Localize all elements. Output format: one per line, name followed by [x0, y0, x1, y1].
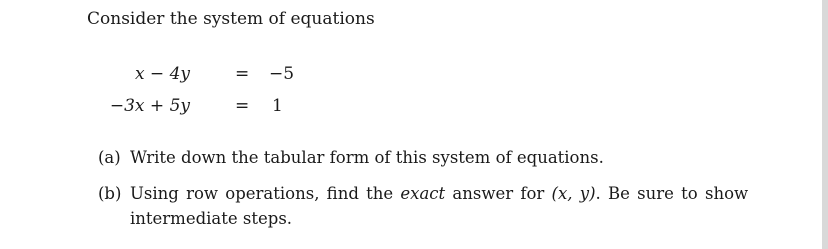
intro-text: Consider the system of equations: [87, 9, 375, 29]
equation-1-relation: =: [235, 64, 250, 84]
equation-2-relation: =: [235, 96, 250, 116]
equation-row-2: [0, 94, 828, 118]
equation-2-lhs: −3x + 5y: [109, 96, 190, 116]
part-b: [98, 182, 748, 206]
part-b-label: (b): [98, 184, 122, 203]
part-a-label: (a): [98, 148, 121, 167]
part-b-pair: (x, y): [551, 184, 596, 203]
part-b-text-mid: answer for: [445, 184, 552, 203]
equation-1-rhs: −5: [269, 64, 295, 84]
part-a: [98, 146, 604, 170]
equation-2-rhs: 1: [272, 96, 283, 116]
part-b-emphasis: exact: [400, 184, 446, 203]
part-b-line-2: intermediate steps.: [130, 209, 293, 228]
part-b-text-after: . Be sure to show: [595, 184, 749, 203]
equation-row-1: [0, 62, 828, 86]
page-edge-bar: [822, 0, 828, 249]
equation-1-lhs: x − 4y: [134, 64, 190, 84]
part-a-text: Write down the tabular form of this system of equations.: [130, 148, 604, 167]
part-b-text-before: Using row operations, find the: [130, 184, 401, 203]
